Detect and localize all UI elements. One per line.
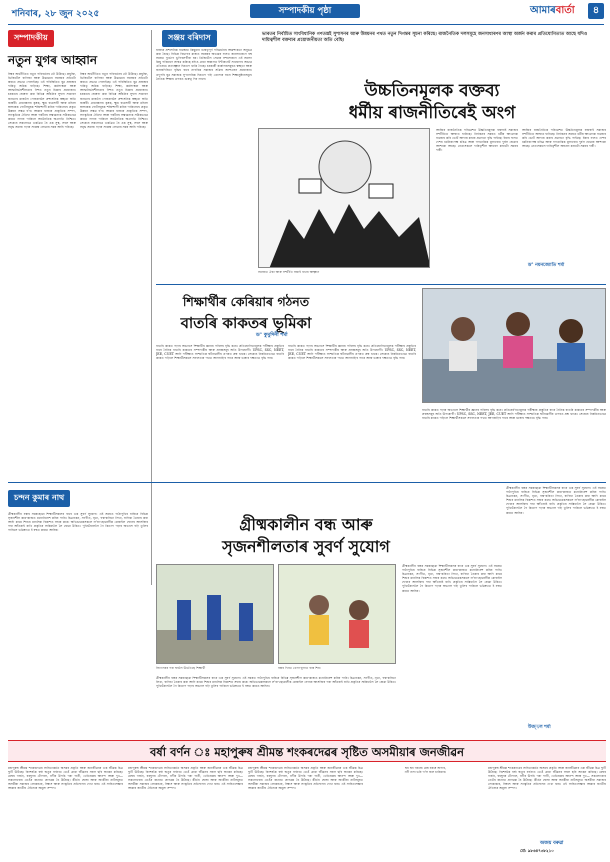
bottom-contact: মো: ৯৮৬৪৭৩৮২১০: [520, 848, 554, 853]
summer-body-col4: গ্ৰীষ্মকালীন বন্ধৰ সময়ছোৱা শিক্ষাৰ্থীসকলৰ বাবে এক সুবৰ্ণ সুযোগ। এই সময়ত পাঠ্যপুথিৰ বাহিৰে বিভিন্ন সৃজনশীল কাম-কাজত মনোনিবেশ কৰিব পাৰি। চিত্ৰাংকন, সংগীত, নৃত্য, গল্প-কবিতা লিখা, বাগিচা তৈয়াৰ কৰা আদি কামে শিশুৰ মানসিক বিকাশত সহায় কৰে। অভিভাৱকসকলে ল'ৰা-ছোৱালীক মোবাইল ফোনৰ আসক্তিৰ পৰা আঁতৰাই ৰাখি প্ৰকৃতিৰ সান্নিধ্যলৈ লৈ যোৱা উচিত। পুথিভঁৰাললৈ গৈ কিতাপ পঢ়াৰ অভ্যাস গঢ়ি তুলিব পাৰিলে ভৱিষ্যতে ই বহুত কামত আহিব।: [506, 486, 606, 515]
logo-main: আমাৰ: [530, 5, 556, 16]
page-header: [0, 0, 610, 24]
editorial-body-col1: বিশ্বৰ অৰ্থনীতিত নতুন পৰিবৰ্তনৰ ঢৌ উঠিছে। প্ৰযুক্তি, ডিজিটেল বাণিজ্য আৰু উদ্ভাৱনে সমাজৰ প্ৰতিটো স্তৰতে প্ৰভাৱ পেলাইছে। এই পৰিস্থিতিত যুৱ প্ৰজন্মৰ দায়িত্ব অধিক বাঢ়িছে। শিক্ষা, কৰ্মসংস্থান আৰু আত্মনিৰ্ভৰশীলতাৰ দিশত নতুন চিন্তাৰ প্ৰয়োজন। চৰকাৰে ঘোষণা কৰা বিভিন্ন আঁচনিৰ সুফল সাধাৰণ জনতাৰ মাজলৈ পোহৰাবলৈ প্ৰশাসনিক স্বচ্ছতা অতি জৰুৰী। গ্ৰামাঞ্চলৰ কৃষক, ক্ষুদ্ৰ ব্যৱসায়ী আৰু মহিলা স্বসহায়ক গোটসমূহক শক্তিশালী কৰিব পাৰিলেহে প্ৰকৃত উন্নয়ন সম্ভৱ হ'ব। আমাৰ ৰাজ্যৰ প্ৰাকৃতিক সম্পদ, সাংস্কৃতিক ঐতিহ্য আৰু পৰ্যটনৰ সম্ভাৱনাক সঠিকভাৱে কামত লগাব পাৰিলে অৰ্থনৈতিক অগ্ৰগতি নিশ্চিত। সেয়েহে সকলোৱে একত্ৰিত হৈ এক সুস্থ, সবল আৰু সমৃদ্ধ সমাজ গঢ়াৰ সংকল্প লোৱাৰ সময় আহি পৰিছে।: [8, 72, 76, 130]
summer-byline: চন্দন কুমাৰ নাথ: [8, 490, 70, 507]
politics-headline-1: উচ্চতিনমূলক বক্তব্য: [364, 81, 500, 101]
editorial-body-col2: বিশ্বৰ অৰ্থনীতিত নতুন পৰিবৰ্তনৰ ঢৌ উঠিছে। প্ৰযুক্তি, ডিজিটেল বাণিজ্য আৰু উদ্ভাৱনে সমাজৰ প্ৰতিটো স্তৰতে প্ৰভাৱ পেলাইছে। এই পৰিস্থিতিত যুৱ প্ৰজন্মৰ দায়িত্ব অধিক বাঢ়িছে। শিক্ষা, কৰ্মসংস্থান আৰু আত্মনিৰ্ভৰশীলতাৰ দিশত নতুন চিন্তাৰ প্ৰয়োজন। চৰকাৰে ঘোষণা কৰা বিভিন্ন আঁচনিৰ সুফল সাধাৰণ জনতাৰ মাজলৈ পোহৰাবলৈ প্ৰশাসনিক স্বচ্ছতা অতি জৰুৰী। গ্ৰামাঞ্চলৰ কৃষক, ক্ষুদ্ৰ ব্যৱসায়ী আৰু মহিলা স্বসহায়ক গোটসমূহক শক্তিশালী কৰিব পাৰিলেহে প্ৰকৃত উন্নয়ন সম্ভৱ হ'ব। আমাৰ ৰাজ্যৰ প্ৰাকৃতিক সম্পদ, সাংস্কৃতিক ঐতিহ্য আৰু পৰ্যটনৰ সম্ভাৱনাক সঠিকভাৱে কামত লগাব পাৰিলে অৰ্থনৈতিক অগ্ৰগতি নিশ্চিত। সেয়েহে সকলোৱে একত্ৰিত হৈ এক সুস্থ, সবল আৰু সমৃদ্ধ সমাজ গঢ়াৰ সংকল্প লোৱাৰ সময় আহি পৰিছে।: [80, 72, 148, 130]
page-section-title: সম্পাদকীয় পৃষ্ঠা: [250, 4, 360, 18]
politics-section: [258, 30, 606, 280]
editorial-title: নতুন যুগৰ আহ্বান: [8, 53, 98, 67]
header-rule: [8, 24, 604, 25]
protest-illustration-svg: [259, 129, 430, 268]
education-body-col3: বাতৰি কাকত পঢ়াৰ অভ্যাসে শিক্ষাৰ্থীৰ জ্ঞানৰ পৰিসৰ বৃদ্ধি কৰে। প্ৰতিযোগিতামূলক পৰীক্ষাৰ প্ৰস্তুতিৰ বাবে দৈনিক বাতৰি কাকতৰ সম্পাদকীয় আৰু প্ৰবন্ধসমূহ অতি উপযোগী। UPSC, SSC, NEET, JEE, CUET আদি পৰীক্ষাত সাম্প্ৰতিক ঘটনাৱলীৰ ওপৰত প্ৰশ্ন থাকে। সেয়েহে নিয়মিতভাৱে বাতৰি কাকত পঢ়িলে শিক্ষাৰ্থীসকলে সফলতাৰ পথত আগবাঢ়িব পাৰে আৰু ভাষাৰ দক্ষতাও বৃদ্ধি পায়।: [422, 408, 606, 421]
section-rule-2: [8, 482, 606, 483]
students-walking-photo: [156, 564, 274, 664]
education-headline-1: শিক্ষাৰ্থীৰ কেৰিয়াৰ গঠনত: [182, 294, 310, 309]
protest-illustration: [258, 128, 430, 268]
education-body-col2: বাতৰি কাকত পঢ়াৰ অভ্যাসে শিক্ষাৰ্থীৰ জ্ঞানৰ পৰিসৰ বৃদ্ধি কৰে। প্ৰতিযোগিতামূলক পৰীক্ষাৰ প্ৰস্তুতিৰ বাবে দৈনিক বাতৰি কাকতৰ সম্পাদকীয় আৰু প্ৰবন্ধসমূহ অতি উপযোগী। UPSC, SSC, NEET, JEE, CUET আদি পৰীক্ষাত সাম্প্ৰতিক ঘটনাৱলীৰ ওপৰত প্ৰশ্ন থাকে। সেয়েহে নিয়মিতভাৱে বাতৰি কাকত পঢ়িলে শিক্ষাৰ্থীসকলে সফলতাৰ পথত আগবাঢ়িব পাৰে আৰু ভাষাৰ দক্ষতাও বৃদ্ধি পায়।: [288, 344, 416, 361]
summer-caption-1: বিদ্যালয়ৰ পৰা ঘৰলৈ উভতিছে শিক্ষাৰ্থী: [156, 666, 206, 670]
summer-author: উজ্জ্বল শৰ্মা: [528, 725, 551, 730]
summer-headline-2: সৃজনশীলতাৰ সুবৰ্ণ সুযোগ: [222, 537, 390, 556]
summer-caption-2: বন্ধৰ দিনত খেলা-ধূলাত ব্যস্ত শিশু: [278, 666, 321, 670]
summer-section: [8, 486, 606, 736]
politics-quote: ভাৰতৰ নিৰ্বাচিত সাংবিধানিক গণতন্ত্ৰই সুশাসনৰ আৰু উন্নয়নৰ পথত নতুন দিগন্তৰ সূচনা কৰিছে। ৰাজনৈতিক দলসমূহে জনসাধাৰণৰ আস্থা অৰ্জন কৰাৰ প্ৰতিযোগিতাত আছে যদিও দায়িত্বশীল বক্তব্যৰ প্ৰয়োজনীয়তা অতি বেছি।: [262, 32, 588, 44]
politics-photo-caption: সমাজত ঐক্য আৰু সম্প্ৰীতি বজাই ৰখাৰ আহ্বান: [258, 270, 320, 274]
bottom-headline-band: [8, 740, 606, 762]
bottom-author: অজয় বৰুৱা: [540, 840, 564, 846]
editorial-badge: সম্পাদকীয়: [8, 30, 54, 47]
politics-body-col2: আজিৰ ৰাজনৈতিক পৰিৱেশত উচ্চতিনমূলক বক্তব্যই সমাজৰ সম্প্ৰীতিত আঘাত হানিছে। নিৰ্বাচনৰ সময়ত ধৰ্মীয় আৱেগক ব্যৱহাৰ কৰি ভোট আদায় কৰাৰ প্ৰৱণতা বৃদ্ধি পাইছে। ইয়াৰ ফলত দেশৰ ধৰ্মনিৰপেক্ষ চৰিত্ৰ আৰু গণতান্ত্ৰিক মূল্যবোধ দুৰ্বল হোৱাৰ আশংকা আছে। নেতাসকলে দায়িত্বশীল আচৰণ কৰাটো সময়ৰ দাবী।: [522, 128, 606, 149]
column-body: ৰাজ্যৰ প্ৰশাসনিক ব্যৱস্থাত কিছুমান গুৰুত্বপূৰ্ণ পৰিৱৰ্তনৰ আৱশ্যকতা অনুভৱ কৰা হৈছে। বিভিন্ন বিভাগৰ মাজত সমন্বয়ৰ অভাৱৰ ফলত জনসাধাৰণে বহু সময়ত দুৰ্ভোগ ভুগিবলগীয়া হয়। ডিজিটেল সেৱাৰ সম্প্ৰসাৰণে এই সমস্যা কিছু পৰিমাণে লাঘৱ কৰিছে যদিও গ্ৰাম্য অঞ্চলত ইণ্টাৰনেট সংযোগৰ অভাৱ এতিয়াও প্ৰত্যাহ্বান হিচাপে থাকি গৈছে। চৰকাৰী কাৰ্যালয়সমূহত স্বচ্ছতা আৰু জবাবদিহিতা বৃদ্ধিৰ বাবে নাগৰিক সমাজৰ সক্ৰিয় অংশগ্ৰহণ প্ৰয়োজন। তদুপৰি যুৱ সমাজক সু-নাগৰিক হিচাপে গঢ়ি তোলাৰ বাবে শিক্ষানুষ্ঠানসমূহে নৈতিক শিক্ষাৰ ওপৰত গুৰুত্ব দিব লাগে।: [156, 48, 252, 81]
summer-body-col3: গ্ৰীষ্মকালীন বন্ধৰ সময়ছোৱা শিক্ষাৰ্থীসকলৰ বাবে এক সুবৰ্ণ সুযোগ। এই সময়ত পাঠ্যপুথিৰ বাহিৰে বিভিন্ন সৃজনশীল কাম-কাজত মনোনিবেশ কৰিব পাৰি। চিত্ৰাংকন, সংগীত, নৃত্য, গল্প-কবিতা লিখা, বাগিচা তৈয়াৰ কৰা আদি কামে শিশুৰ মানসিক বিকাশত সহায় কৰে। অভিভাৱকসকলে ল'ৰা-ছোৱালীক মোবাইল ফোনৰ আসক্তিৰ পৰা আঁতৰাই ৰাখি প্ৰকৃতিৰ সান্নিধ্যলৈ লৈ যোৱা উচিত। পুথিভঁৰাললৈ গৈ কিতাপ পঢ়াৰ অভ্যাস গঢ়ি তুলিব পাৰিলে ভৱিষ্যতে ই বহুত কামত আহিব।: [402, 564, 502, 593]
education-section: [156, 288, 606, 478]
students-photo-svg: [423, 289, 606, 403]
bottom-body-col5: মহাপুৰুষ শ্ৰীমন্ত শংকৰদেৱৰ সাহিত্যকৰ্মত অসমৰ প্ৰকৃতি আৰু জনজীৱনৰ এক জীৱন্ত চিত্ৰ ফুটি উঠিছে। বিশেষকৈ বৰ্ষা ঋতুৰ বৰ্ণনাত তেওঁ গ্ৰাম্য জীৱনৰ সৰল ছবি অংকন কৰিছে। মেঘৰ গৰ্জন, বৰষুণৰ টোপাল, নদীৰ উপচি পৰা পানী, খেতিয়কৰ আনন্দ আৰু দুখ— সকলোবোৰ তেওঁৰ ৰচনাত প্ৰাণৱন্ত হৈ উঠিছে। কীৰ্তন ঘোষা আৰু অংকীয়া নাটসমূহত অসমীয়া সমাজৰ লোকাচাৰ, বিশ্বাস আৰু সংস্কৃতিৰ প্ৰতিফলন দেখা যায়। এই সাহিত্যসম্ভাৰ আমাৰ জাতীয় ঐতিহ্যৰ অমূল্য সম্পদ।: [488, 766, 606, 791]
summer-headline-1: গ্ৰীষ্মকালীন বন্ধ আৰু: [239, 515, 373, 534]
education-headline-2: বাতৰি কাকতৰ ভূমিকা: [180, 314, 312, 332]
bottom-verse: ঘন ঘন গৰজে মেঘ বৰষে অপাৰ, নদী নলা ভৰি গ'ল জল চাৰিধাৰ।: [404, 766, 447, 775]
summer-body-col1: গ্ৰীষ্মকালীন বন্ধৰ সময়ছোৱা শিক্ষাৰ্থীসকলৰ বাবে এক সুবৰ্ণ সুযোগ। এই সময়ত পাঠ্যপুথিৰ বাহিৰে বিভিন্ন সৃজনশীল কাম-কাজত মনোনিবেশ কৰিব পাৰি। চিত্ৰাংকন, সংগীত, নৃত্য, গল্প-কবিতা লিখা, বাগিচা তৈয়াৰ কৰা আদি কামে শিশুৰ মানসিক বিকাশত সহায় কৰে। অভিভাৱকসকলে ল'ৰা-ছোৱালীক মোবাইল ফোনৰ আসক্তিৰ পৰা আঁতৰাই ৰাখি প্ৰকৃতিৰ সান্নিধ্যলৈ লৈ যোৱা উচিত। পুথিভঁৰাললৈ গৈ কিতাপ পঢ়াৰ অভ্যাস গঢ়ি তুলিব পাৰিলে ভৱিষ্যতে ই বহুত কামত আহিব।: [8, 512, 148, 533]
politics-author: ড° নয়নজ্যোতি শৰ্মা: [528, 263, 565, 268]
bottom-body-col3: মহাপুৰুষ শ্ৰীমন্ত শংকৰদেৱৰ সাহিত্যকৰ্মত অসমৰ প্ৰকৃতি আৰু জনজীৱনৰ এক জীৱন্ত চিত্ৰ ফুটি উঠিছে। বিশেষকৈ বৰ্ষা ঋতুৰ বৰ্ণনাত তেওঁ গ্ৰাম্য জীৱনৰ সৰল ছবি অংকন কৰিছে। মেঘৰ গৰ্জন, বৰষুণৰ টোপাল, নদীৰ উপচি পৰা পানী, খেতিয়কৰ আনন্দ আৰু দুখ— সকলোবোৰ তেওঁৰ ৰচনাত প্ৰাণৱন্ত হৈ উঠিছে। কীৰ্তন ঘোষা আৰু অংকীয়া নাটসমূহত অসমীয়া সমাজৰ লোকাচাৰ, বিশ্বাস আৰু সংস্কৃতিৰ প্ৰতিফলন দেখা যায়। এই সাহিত্যসম্ভাৰ আমাৰ জাতীয় ঐতিহ্যৰ অমূল্য সম্পদ।: [248, 766, 363, 791]
section-rule: [156, 284, 606, 285]
bottom-body-col2: মহাপুৰুষ শ্ৰীমন্ত শংকৰদেৱৰ সাহিত্যকৰ্মত অসমৰ প্ৰকৃতি আৰু জনজীৱনৰ এক জীৱন্ত চিত্ৰ ফুটি উঠিছে। বিশেষকৈ বৰ্ষা ঋতুৰ বৰ্ণনাত তেওঁ গ্ৰাম্য জীৱনৰ সৰল ছবি অংকন কৰিছে। মেঘৰ গৰ্জন, বৰষুণৰ টোপাল, নদীৰ উপচি পৰা পানী, খেতিয়কৰ আনন্দ আৰু দুখ— সকলোবোৰ তেওঁৰ ৰচনাত প্ৰাণৱন্ত হৈ উঠিছে। কীৰ্তন ঘোষা আৰু অংকীয়া নাটসমূহত অসমীয়া সমাজৰ লোকাচাৰ, বিশ্বাস আৰু সংস্কৃতিৰ প্ৰতিফলন দেখা যায়। এই সাহিত্যসম্ভাৰ আমাৰ জাতীয় ঐতিহ্যৰ অমূল্য সম্পদ।: [128, 766, 243, 791]
children-playing-photo: [278, 564, 396, 664]
issue-date: শনিবাৰ, ২৮ জুন ২০২৫: [12, 9, 100, 19]
page-number: ৪: [588, 3, 604, 19]
students-photo: [422, 288, 606, 403]
bottom-body-col1: মহাপুৰুষ শ্ৰীমন্ত শংকৰদেৱৰ সাহিত্যকৰ্মত অসমৰ প্ৰকৃতি আৰু জনজীৱনৰ এক জীৱন্ত চিত্ৰ ফুটি উঠিছে। বিশেষকৈ বৰ্ষা ঋতুৰ বৰ্ণনাত তেওঁ গ্ৰাম্য জীৱনৰ সৰল ছবি অংকন কৰিছে। মেঘৰ গৰ্জন, বৰষুণৰ টোপাল, নদীৰ উপচি পৰা পানী, খেতিয়কৰ আনন্দ আৰু দুখ— সকলোবোৰ তেওঁৰ ৰচনাত প্ৰাণৱন্ত হৈ উঠিছে। কীৰ্তন ঘোষা আৰু অংকীয়া নাটসমূহত অসমীয়া সমাজৰ লোকাচাৰ, বিশ্বাস আৰু সংস্কৃতিৰ প্ৰতিফলন দেখা যায়। এই সাহিত্যসম্ভাৰ আমাৰ জাতীয় ঐতিহ্যৰ অমূল্য সম্পদ।: [8, 766, 123, 791]
logo-accent: বাৰ্তা: [555, 5, 575, 16]
bottom-headline: বৰ্ষা বৰ্ণন ঃ মহাপুৰুষ শ্ৰীমন্ত শংকৰদেৱৰ সৃষ্টিত অসমীয়াৰ জনজীৱন: [150, 745, 464, 759]
newspaper-logo: [530, 3, 575, 20]
politics-headline-2: ধৰ্মীয় ৰাজনীতিৰেই অংগ: [348, 103, 516, 123]
politics-body-col1: আজিৰ ৰাজনৈতিক পৰিৱেশত উচ্চতিনমূলক বক্তব্যই সমাজৰ সম্প্ৰীতিত আঘাত হানিছে। নিৰ্বাচনৰ সময়ত ধৰ্মীয় আৱেগক ব্যৱহাৰ কৰি ভোট আদায় কৰাৰ প্ৰৱণতা বৃদ্ধি পাইছে। ইয়াৰ ফলত দেশৰ ধৰ্মনিৰপেক্ষ চৰিত্ৰ আৰু গণতান্ত্ৰিক মূল্যবোধ দুৰ্বল হোৱাৰ আশংকা আছে। নেতাসকলে দায়িত্বশীল আচৰণ কৰাটো সময়ৰ দাবী।: [436, 128, 518, 153]
students-walking-photo-svg: [157, 565, 274, 664]
column-badge: সঞ্জয় বৰিদাস: [162, 30, 217, 47]
education-body-col1: বাতৰি কাকত পঢ়াৰ অভ্যাসে শিক্ষাৰ্থীৰ জ্ঞানৰ পৰিসৰ বৃদ্ধি কৰে। প্ৰতিযোগিতামূলক পৰীক্ষাৰ প্ৰস্তুতিৰ বাবে দৈনিক বাতৰি কাকতৰ সম্পাদকীয় আৰু প্ৰবন্ধসমূহ অতি উপযোগী। UPSC, SSC, NEET, JEE, CUET আদি পৰীক্ষাত সাম্প্ৰতিক ঘটনাৱলীৰ ওপৰত প্ৰশ্ন থাকে। সেয়েহে নিয়মিতভাৱে বাতৰি কাকত পঢ়িলে শিক্ষাৰ্থীসকলে সফলতাৰ পথত আগবাঢ়িব পাৰে আৰু ভাষাৰ দক্ষতাও বৃদ্ধি পায়।: [156, 344, 284, 361]
children-playing-photo-svg: [279, 565, 396, 664]
summer-body-col2: গ্ৰীষ্মকালীন বন্ধৰ সময়ছোৱা শিক্ষাৰ্থীসকলৰ বাবে এক সুবৰ্ণ সুযোগ। এই সময়ত পাঠ্যপুথিৰ বাহিৰে বিভিন্ন সৃজনশীল কাম-কাজত মনোনিবেশ কৰিব পাৰি। চিত্ৰাংকন, সংগীত, নৃত্য, গল্প-কবিতা লিখা, বাগিচা তৈয়াৰ কৰা আদি কামে শিশুৰ মানসিক বিকাশত সহায় কৰে। অভিভাৱকসকলে ল'ৰা-ছোৱালীক মোবাইল ফোনৰ আসক্তিৰ পৰা আঁতৰাই ৰাখি প্ৰকৃতিৰ সান্নিধ্যলৈ লৈ যোৱা উচিত। পুথিভঁৰাললৈ গৈ কিতাপ পঢ়াৰ অভ্যাস গঢ়ি তুলিব পাৰিলে ভৱিষ্যতে ই বহুত কামত আহিব।: [156, 676, 396, 689]
education-author: ড° কুমুদিনী শৰ্মা: [256, 332, 288, 338]
